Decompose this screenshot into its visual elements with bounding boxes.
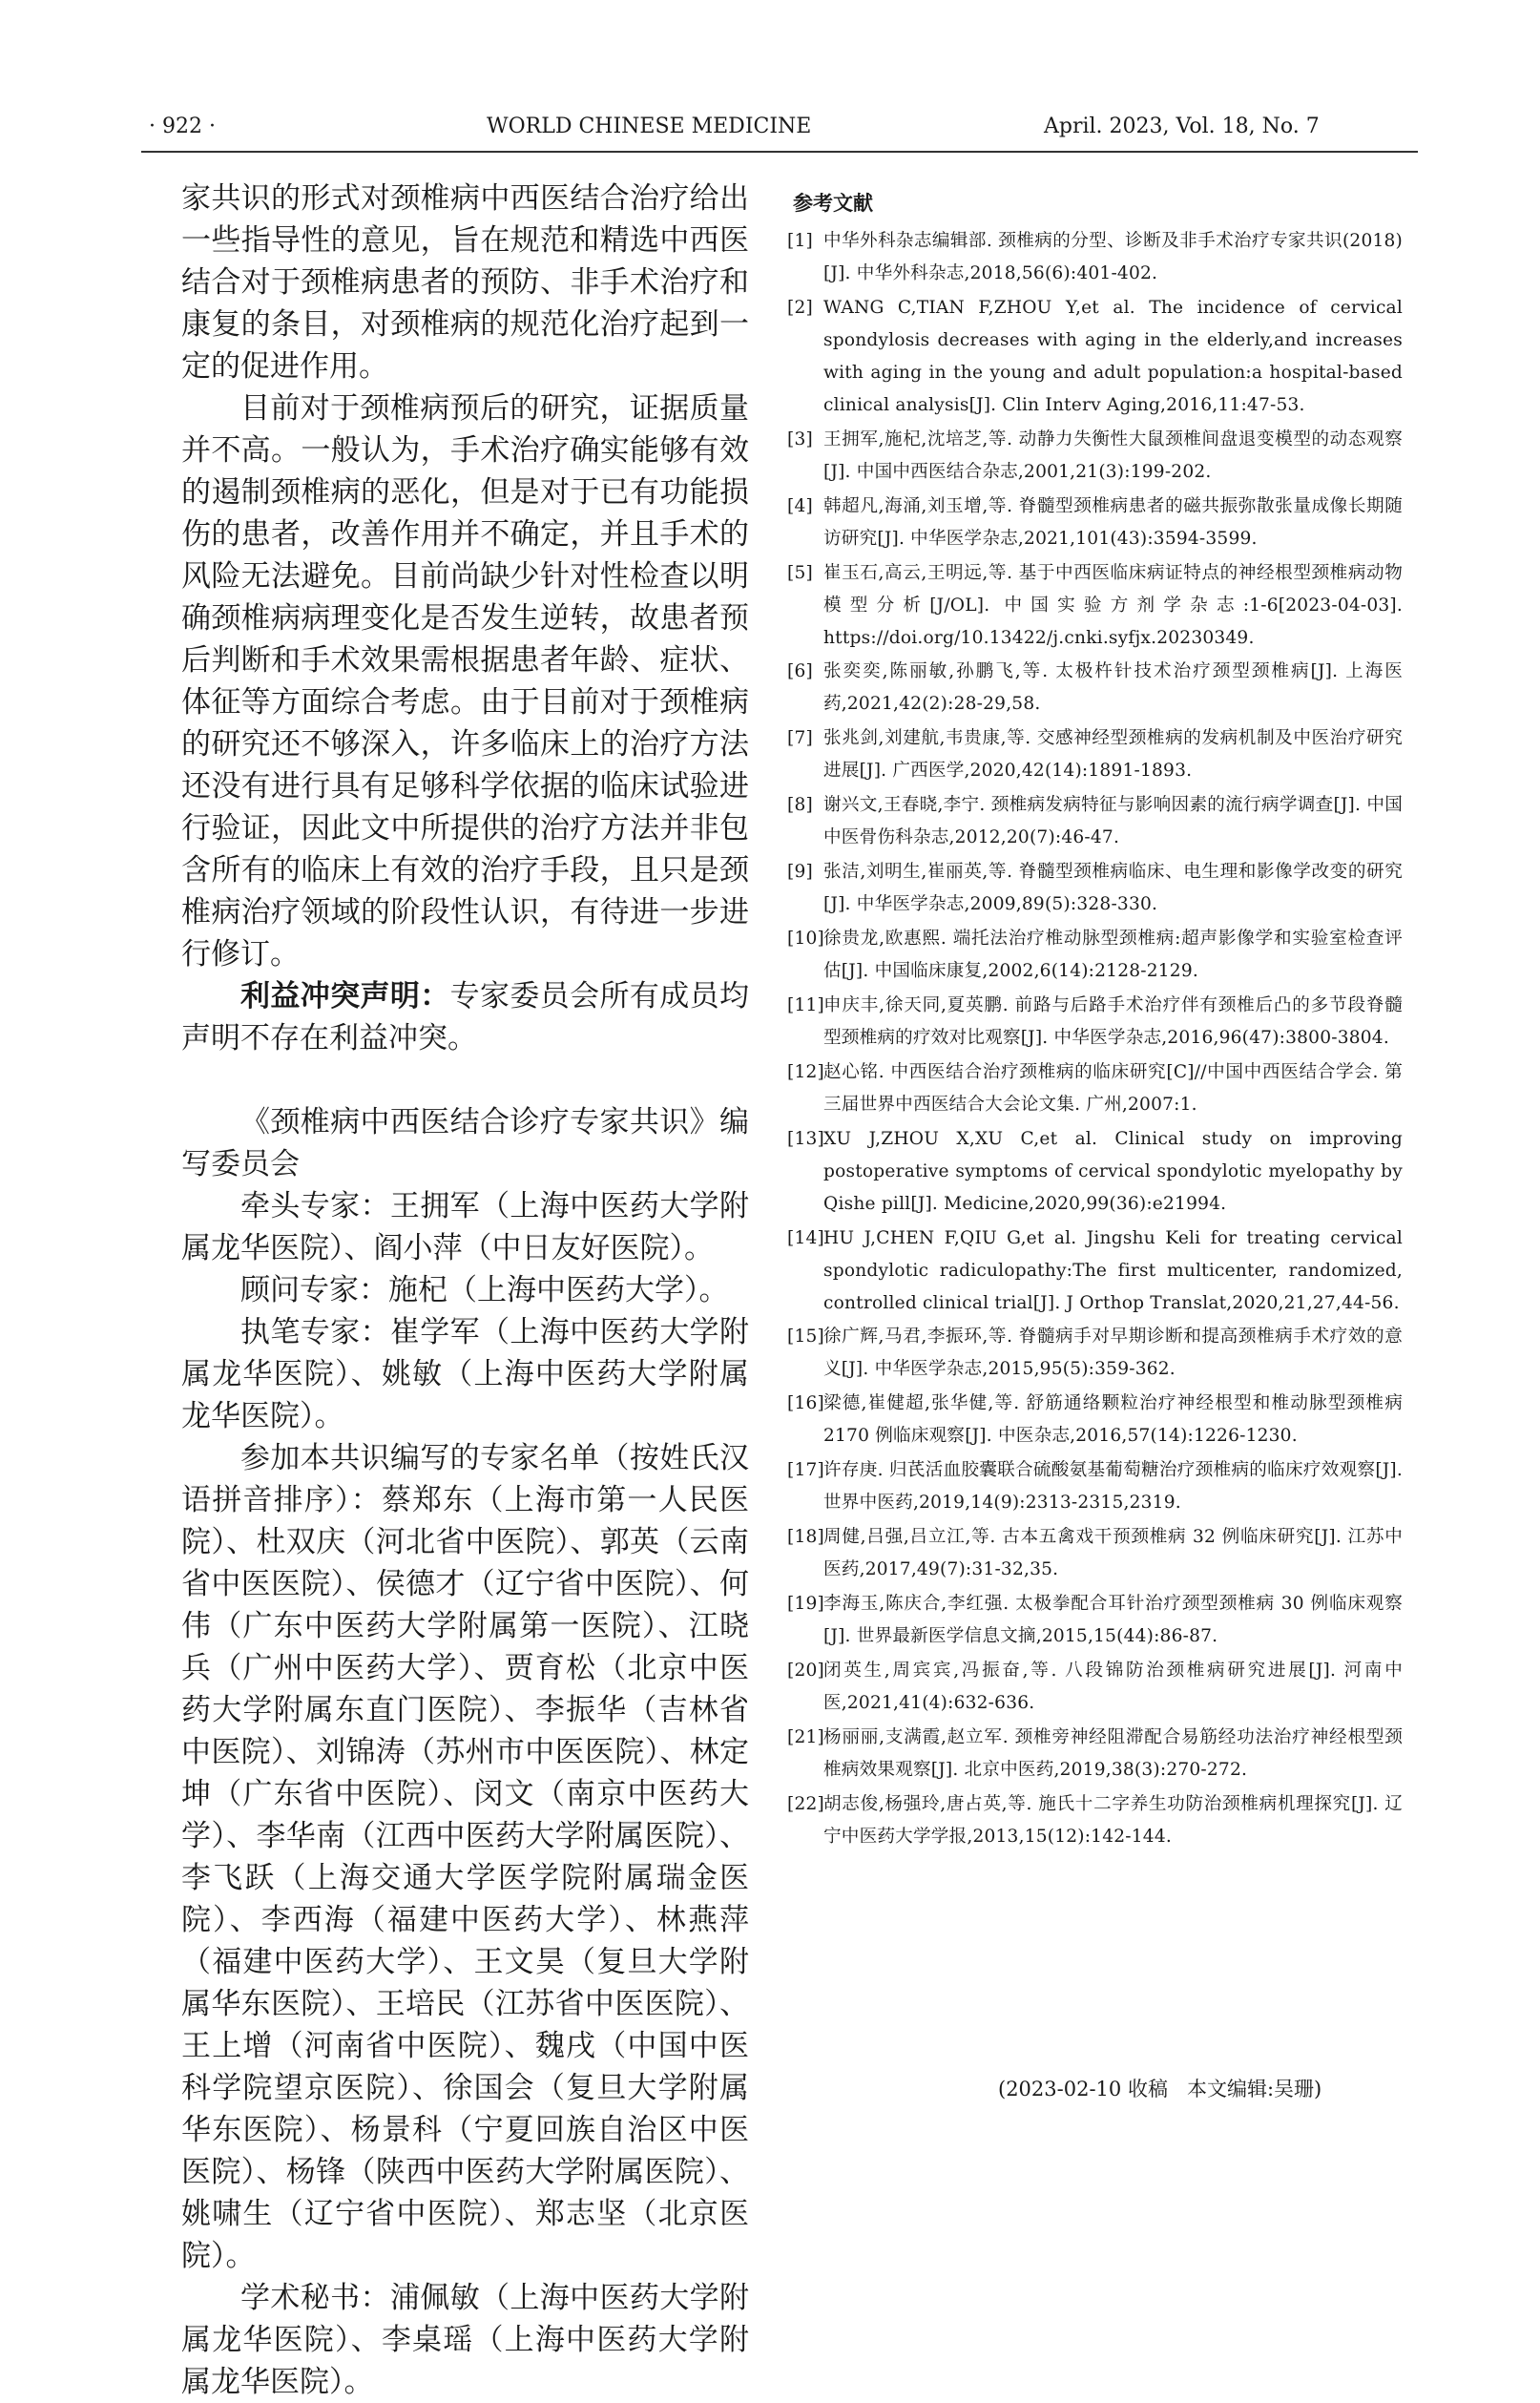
reference-item <box>785 557 1403 655</box>
writing-experts: 执笔专家：崔学军（上海中医药大学附属龙华医院）、姚敏（上海中医药大学附属龙华医院）。 <box>181 1315 749 1433</box>
reference-text: 张奕奕,陈丽敏,孙鹏飞,等. 太极杵针技术治疗颈型颈椎病[J]. 上海医药,2021,42(2):28-29,58. <box>823 661 1403 715</box>
reference-number: [4] <box>787 495 813 516</box>
reference-item <box>785 1521 1403 1586</box>
references-title: 参考文献 <box>793 192 873 215</box>
reference-text: WANG C,TIAN F,ZHOU Y,et al. The incidence of cervical spondylosis decreases with aging in the elderly,and increases with aging in the young and adult population:a hospital-based clinical analysis[J]. Clin Interv Aging,2016,11:47-53. <box>823 297 1403 415</box>
reference-text: 王拥军,施杞,沈培芝,等. 动静力失衡性大鼠颈椎间盘退变模型的动态观察[J]. 中国中西医结合杂志,2001,21(3):199-202. <box>823 428 1403 482</box>
reference-number: [12] <box>787 1061 824 1082</box>
reference-text: HU J,CHEN F,QIU G,et al. Jingshu Keli for treating cervical spondylotic radiculopathy:The first multicenter, randomized, controlled clinical trial[J]. J Orthop Translat,2020,21,27,44-56. <box>823 1227 1403 1313</box>
reference-text: 中华外科杂志编辑部. 颈椎病的分型、诊断及非手术治疗专家共识(2018)[J]. 中华外科杂志,2018,56(6):401-402. <box>823 231 1403 283</box>
reference-number: [13] <box>787 1128 824 1149</box>
reference-item <box>785 1222 1403 1320</box>
conclusion-paragraph: 家共识的形式对颈椎病中西医结合治疗给出一些指导性的意见，旨在规范和精选中西医结合对于颈椎病患者的预防、非手术治疗和康复的条目，对颈椎病的规范化治疗起到一定的促进作用。 <box>181 181 749 384</box>
reference-text: 李海玉,陈庆合,李红强. 太极拳配合耳针治疗颈型颈椎病 30 例临床观察[J]. 世界最新医学信息文摘,2015,15(44):86-87. <box>823 1594 1403 1647</box>
reference-item <box>785 1388 1403 1452</box>
reference-item <box>785 923 1403 988</box>
reference-number: [7] <box>787 728 813 749</box>
reference-number: [6] <box>787 661 813 682</box>
page-number: · 922 · <box>149 115 216 138</box>
consultant-expert: 顾问专家：施杞（上海中医药大学）。 <box>240 1273 729 1307</box>
reference-number: [18] <box>787 1527 824 1548</box>
reference-item <box>785 656 1403 721</box>
issue-info: April. 2023, Vol. 18, No. 7 <box>1044 115 1320 138</box>
reference-item <box>785 1655 1403 1720</box>
references-list <box>785 225 1403 1853</box>
reference-number: [2] <box>787 297 813 318</box>
conflict-text: 专家委员会所有成员均声明不存在利益冲突。 <box>181 979 749 1055</box>
journal-name: WORLD CHINESE MEDICINE <box>487 115 812 138</box>
reference-text: XU J,ZHOU X,XU C,et al. Clinical study on improving postoperative symptoms of cervical spondylotic myelopathy by Qishe pill[J]. Medicine,2020,99(36):e21994. <box>823 1128 1403 1214</box>
reference-item <box>785 722 1403 787</box>
reference-text: 谢兴文,王春晓,李宁. 颈椎病发病特征与影响因素的流行病学调查[J]. 中国中医骨伤科杂志,2012,20(7):46-47. <box>823 795 1403 848</box>
reference-number: [5] <box>787 562 813 583</box>
reference-text: 张兆剑,刘建航,韦贵康,等. 交感神经型颈椎病的发病机制及中医治疗研究进展[J]. 广西医学,2020,42(14):1891-1893. <box>823 728 1403 782</box>
reference-item <box>785 1588 1403 1653</box>
reference-number: [20] <box>787 1660 824 1681</box>
reference-item <box>785 1321 1403 1386</box>
reference-item <box>785 424 1403 489</box>
reference-item <box>785 789 1403 854</box>
header-rule <box>141 151 1418 153</box>
reference-text: 韩超凡,海涌,刘玉增,等. 脊髓型颈椎病患者的磁共振弥散张量成像长期随访研究[J]. 中华医学杂志,2021,101(43):3594-3599. <box>823 495 1403 549</box>
reference-item <box>785 1454 1403 1519</box>
reference-text: 徐贵龙,欧惠熙. 端托法治疗椎动脉型颈椎病:超声影像学和实验室检查评估[J]. 中国临床康复,2002,6(14):2128-2129. <box>823 929 1403 982</box>
reference-text: 梁德,崔健超,张华健,等. 舒筋通络颗粒治疗神经根型和椎动脉型颈椎病 2170 例临床观察[J]. 中医杂志,2016,57(14):1226-1230. <box>823 1393 1403 1447</box>
reference-number: [22] <box>787 1793 824 1814</box>
reference-number: [21] <box>787 1726 824 1747</box>
reference-number: [3] <box>787 428 813 449</box>
reference-item <box>785 856 1403 921</box>
reference-item <box>785 225 1403 290</box>
reference-text: 闭英生,周宾宾,冯振奋,等. 八段锦防治颈椎病研究进展[J]. 河南中医,2021,41(4):632-636. <box>823 1660 1403 1713</box>
left-column <box>181 178 749 2403</box>
participant-experts: 参加本共识编写的专家名单（按姓氏汉语拼音排序）：蔡郑东（上海市第一人民医院）、杜双庆（河北省中医院）、郭英（云南省中医医院）、侯德才（辽宁省中医院）、何伟（广东中医药大学附属第一医院）、江晓兵（广州中医药大学）、贾育松（北京中医药大学附属东直门医院）、李振华（吉林省中医院）、刘锦涛（苏州市中医医院）、林定坤（广东省中医院）、闵文（南京中医药大学）、李华南（江西中医药大学附属医院）、李飞跃（上海交通大学医学院附属瑞金医院）、李西海（福建中医药大学）、林燕萍（福建中医药大学）、王文昊（复旦大学附属华东医院）、王培民（江苏省中医医院）、王上增（河南省中医院）、魏戌（中国中医科学院望京医院）、徐国会（复旦大学附属华东医院）、杨景科（宁夏回族自治区中医医院）、杨锋（陕西中医药大学附属医院）、姚啸生（辽宁省中医院）、郑志坚（北京医院）。 <box>181 1441 749 2273</box>
reference-text: 赵心铭. 中西医结合治疗颈椎病的临床研究[C]//中国中西医结合学会. 第三届世界中西医结合大会论文集. 广州,2007:1. <box>823 1061 1403 1115</box>
reference-text: 胡志俊,杨强玲,唐占英,等. 施氏十二字养生功防治颈椎病机理探究[J]. 辽宁中医药大学学报,2013,15(12):142-144. <box>823 1793 1403 1847</box>
committee-title: 《颈椎病中西医结合诊疗专家共识》编写委员会 <box>181 1105 749 1181</box>
conflict-statement <box>181 975 749 1059</box>
reference-number: [9] <box>787 862 813 883</box>
reference-text: 许存庚. 归芪活血胶囊联合硫酸氨基葡萄糖治疗颈椎病的临床疗效观察[J]. 世界中医药,2019,14(9):2313-2315,2319. <box>823 1460 1403 1514</box>
prognosis-paragraph: 目前对于颈椎病预后的研究，证据质量并不高。一般认为，手术治疗确实能够有效的遏制颈椎病的恶化，但是对于已有功能损伤的患者，改善作用并不确定，并且手术的风险无法避免。目前尚缺少针对性检查以明确颈椎病病理变化是否发生逆转，故患者预后判断和手术效果需根据患者年龄、症状、体征等方面综合考虑。由于目前对于颈椎病的研究还不够深入，许多临床上的治疗方法还没有进行具有足够科学依据的临床试验进行验证，因此文中所提供的治疗方法并非包含所有的临床上有效的治疗手段，且只是颈椎病治疗领域的阶段性认识，有待进一步进行修订。 <box>181 391 749 972</box>
reference-number: [1] <box>787 231 813 251</box>
conflict-label: 利益冲突声明： <box>240 979 450 1013</box>
reference-item <box>785 1788 1403 1853</box>
reference-item <box>785 990 1403 1055</box>
reference-number: [11] <box>787 994 824 1015</box>
reference-item <box>785 1123 1403 1221</box>
academic-secretary: 学术秘书：浦佩敏（上海中医药大学附属龙华医院）、李桌瑶（上海中医药大学附属龙华医院）。 <box>181 2281 749 2399</box>
reference-item <box>785 292 1403 422</box>
references-section <box>785 189 1403 1855</box>
reference-text: 徐广辉,马君,李振环,等. 脊髓病手对早期诊断和提高颈椎病手术疗效的意义[J]. 中华医学杂志,2015,95(5):359-362. <box>823 1327 1403 1380</box>
reference-number: [16] <box>787 1393 824 1414</box>
reference-text: 崔玉石,高云,王明远,等. 基于中西医临床病证特点的神经根型颈椎病动物模型分析[J/OL]. 中国实验方剂学杂志:1-6[2023-04-03]. https://doi.org/10.13422/j.cnki.syfjx.20230349. <box>823 562 1403 648</box>
reference-item <box>785 491 1403 555</box>
reference-number: [8] <box>787 795 813 816</box>
reference-number: [19] <box>787 1594 824 1615</box>
reference-text: 杨丽丽,支满霞,赵立军. 颈椎旁神经阻滞配合易筋经功法治疗神经根型颈椎病效果观察[J]. 北京中医药,2019,38(3):270-272. <box>823 1726 1403 1780</box>
reference-number: [15] <box>787 1327 824 1348</box>
reference-item <box>785 1056 1403 1121</box>
reference-number: [17] <box>787 1460 824 1481</box>
reference-text: 申庆丰,徐天同,夏英鹏. 前路与后路手术治疗伴有颈椎后凸的多节段脊髓型颈椎病的疗效对比观察[J]. 中华医学杂志,2016,96(47):3800-3804. <box>823 994 1403 1048</box>
reference-text: 周健,吕强,吕立江,等. 古本五禽戏干预颈椎病 32 例临床研究[J]. 江苏中医药,2017,49(7):31-32,35. <box>823 1527 1403 1580</box>
lead-experts: 牵头专家：王拥军（上海中医药大学附属龙华医院）、阎小萍（中日友好医院）。 <box>181 1189 749 1265</box>
reference-text: 张洁,刘明生,崔丽英,等. 脊髓型颈椎病临床、电生理和影像学改变的研究[J]. 中华医学杂志,2009,89(5):328-330. <box>823 862 1403 915</box>
reference-number: [10] <box>787 929 824 950</box>
received-date-note: (2023-02-10 收稿 本文编辑:吴珊) <box>998 2078 1322 2100</box>
spacer <box>181 1059 749 1101</box>
reference-number: [14] <box>787 1227 824 1248</box>
reference-item <box>785 1722 1403 1787</box>
